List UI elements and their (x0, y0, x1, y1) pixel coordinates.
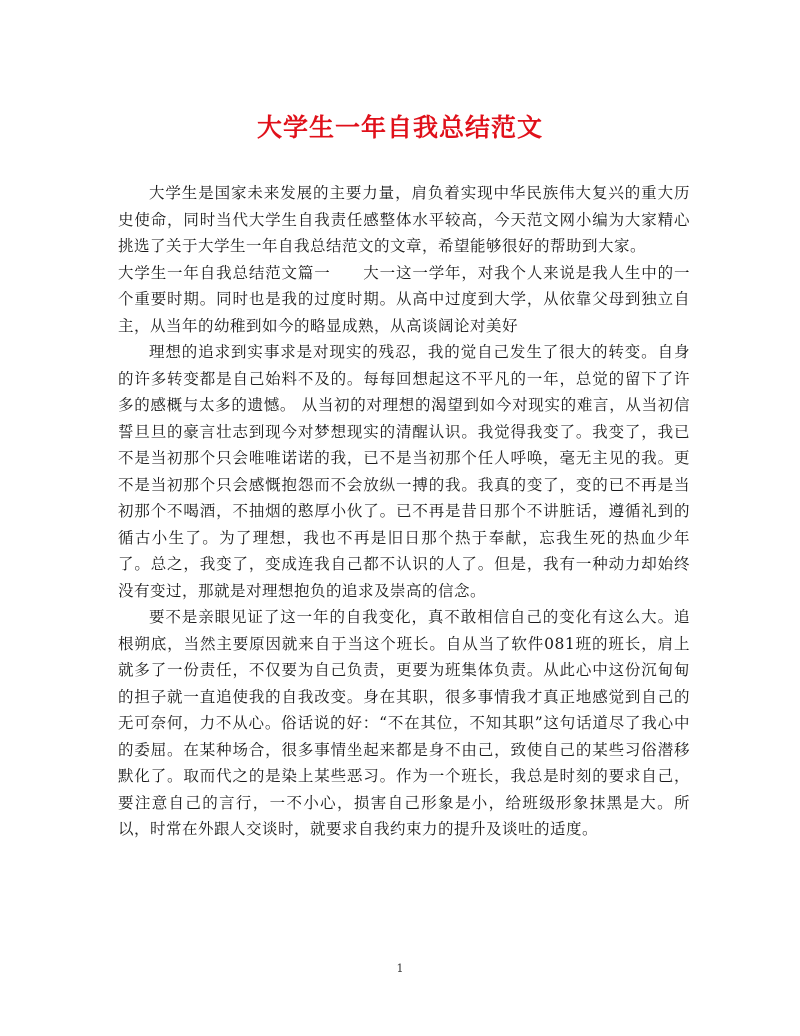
section-heading-paragraph: 大学生一年自我总结范文篇一 大一这一学年，对我个人来说是我人生中的一个重要时期。同时也是我的过度时期。从高中过度到大学，从依靠父母到独立自主，从当年的幼稚到如今的略显成熟，从高谈阔论对美好 (118, 263, 690, 335)
page-number: 1 (396, 962, 404, 975)
document-title: 大学生一年自我总结范文 (256, 113, 543, 142)
document-body (118, 180, 690, 843)
body-paragraph: 要不是亲眼见证了这一年的自我变化，真不敢相信自己的变化有这么大。追根朔底，当然主要原因就来自于当这个班长。自从当了软件081班的班长，肩上就多了一份责任，不仅要为自己负责，更要为班集体负责。从此心中这份沉甸甸的担子就一直追使我的自我改变。身在其职，很多事情我才真正地感觉到自己的无可奈何，力不从心。俗话说的好：“不在其位，不知其职”这句话道尽了我心中的委屈。在某种场合，很多事情坐起来都是身不由己，致使自己的某些习俗潜移默化了。取而代之的是染上某些恶习。作为一个班长，我总是时刻的要求自己，要注意自己的言行，一不小心，损害自己形象是小，给班级形象抹黑是大。所以，时常在外跟人交谈时，就要求自我约束力的提升及谈吐的适度。 (118, 608, 690, 838)
intro-paragraph: 大学生是国家未来发展的主要力量，肩负着实现中华民族伟大复兴的重大历史使命，同时当代大学生自我责任感整体水平较高，今天范文网小编为大家精心挑选了关于大学生一年自我总结范文的文章，希望能够很好的帮助到大家。 (118, 184, 690, 255)
body-paragraph: 理想的追求到实事求是对现实的残忍，我的觉自己发生了很大的转变。自身的许多转变都是自己始料不及的。每每回想起这不平凡的一年，总觉的留下了许多的感概与太多的遗憾。 从当初的对理想的渴望到如今对现实的难言，从当初信誓旦旦的豪言壮志到现今对梦想现实的清醒认识。我觉得我变了。我变了，我已不是当初那个只会唯唯诺诺的我，已不是当初那个任人呼唤，毫无主见的我。更不是当初那个只会感慨抱怨而不会放纵一搏的我。我真的变了，变的已不再是当初那个不喝酒，不抽烟的憨厚小伙了。已不再是昔日那个不讲脏话，遵循礼到的循古小生了。为了理想，我也不再是旧日那个热于奉献，忘我生死的热血少年了。总之，我变了，变成连我自己都不认识的人了。但是，我有一种动力却始终没有变过，那就是对理想抱负的追求及崇高的信念。 (118, 343, 690, 600)
